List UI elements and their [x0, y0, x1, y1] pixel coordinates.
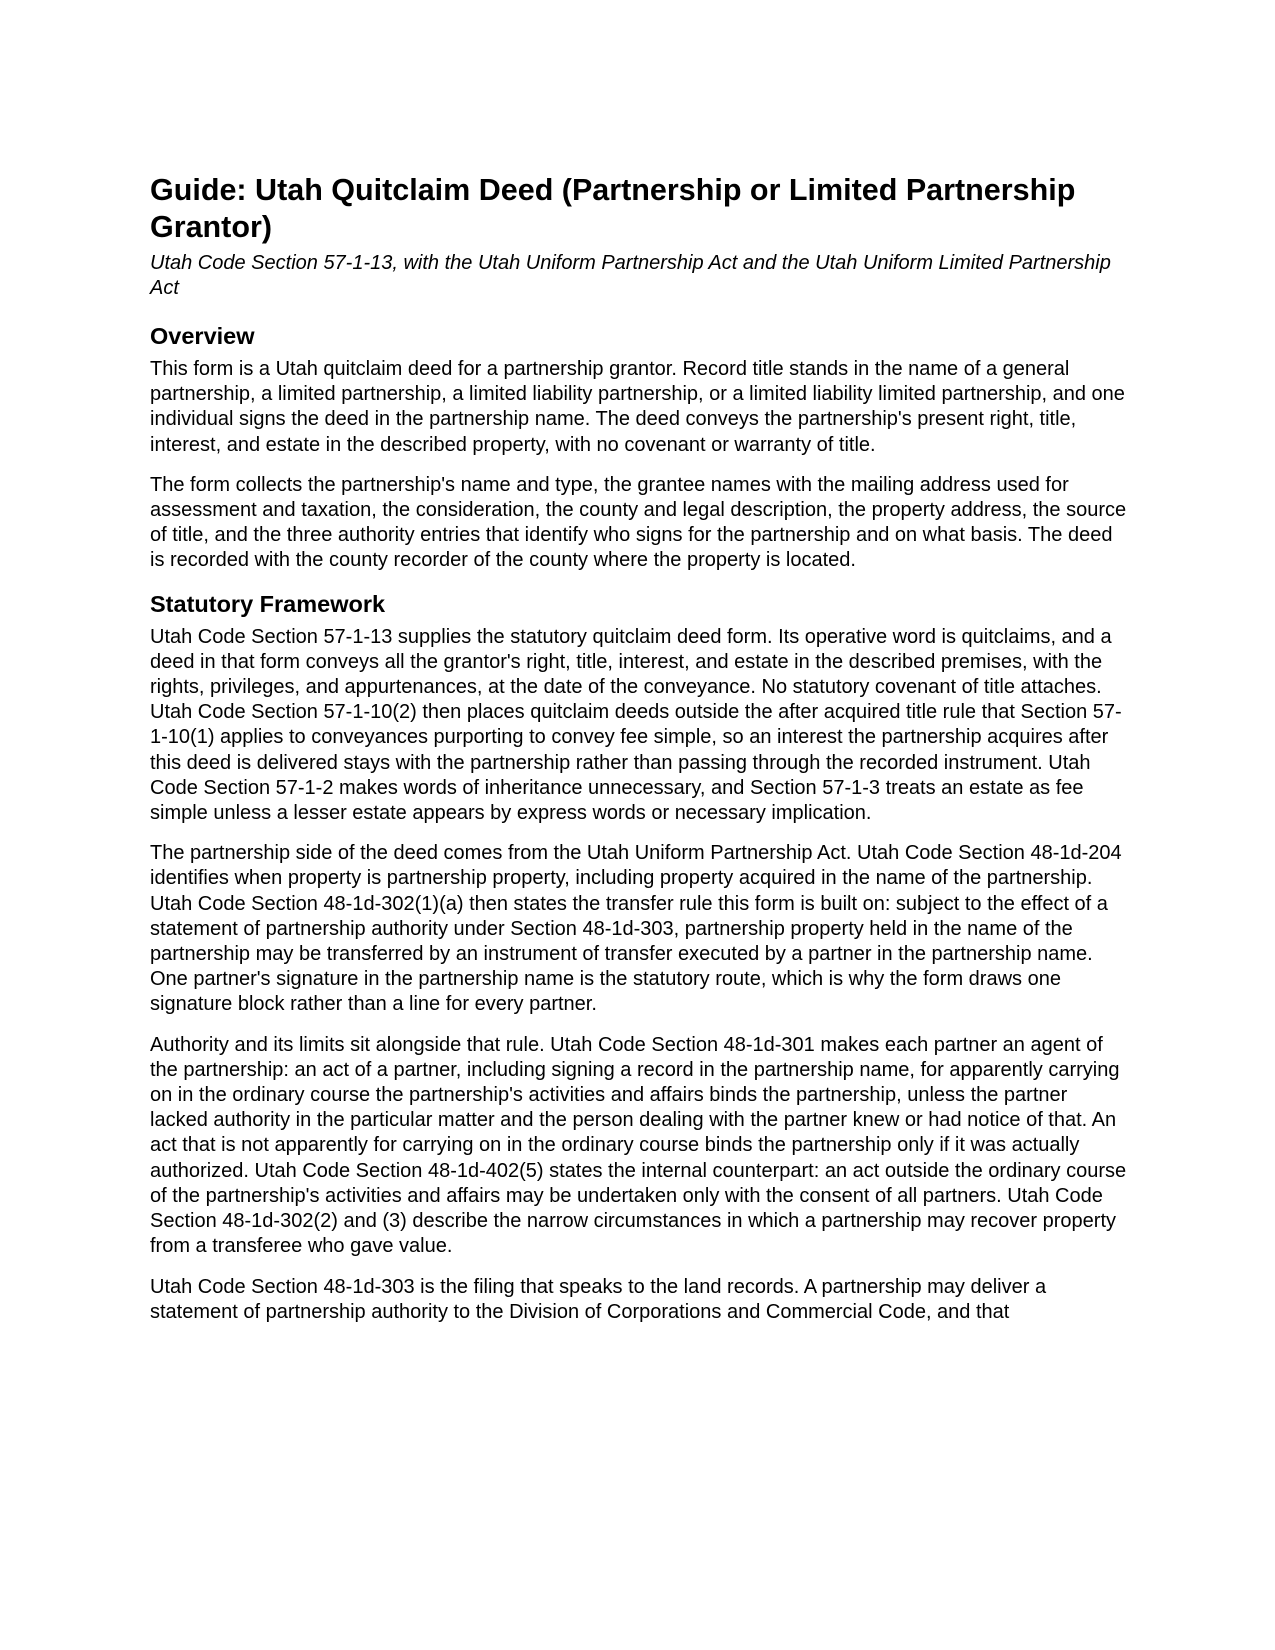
paragraph: Utah Code Section 48-1d-303 is the filing that speaks to the land records. A partnership may deliver a statement of partnership authority to the Division of Corporations and Commercial Code, and that [150, 1275, 1047, 1323]
section-overview [150, 321, 1130, 574]
document-page [150, 172, 1130, 1340]
paragraph: The partnership side of the deed comes from the Utah Uniform Partnership Act. Utah Code Section 48-1d-204 identifies when property is partnership property, including property acquired in the name of the partnership. Utah Code Section 48-1d-302(1)(a) then states the transfer rule this form is built on: subject to the effect of a statement of partnership authority under Section 48-1d-303, partnership property held in the name of the partnership may be transferred by an instrument of transfer executed by a partner in the partnership name. One partner's signature in the partnership name is the statutory route, which is why the form draws one signature block rather than a line for every partner. [150, 842, 1122, 1016]
paragraph: Utah Code Section 57-1-13 supplies the statutory quitclaim deed form. Its operative word is quitclaims, and a deed in that form conveys all the grantor's right, title, interest, and estate in the described premises, with the rights, privileges, and appurtenances, at the date of the conveyance. No statutory covenant of title attaches. Utah Code Section 57-1-10(2) then places quitclaim deeds outside the after acquired title rule that Section 57-1-10(1) applies to conveyances purporting to convey fee simple, so an interest the partnership acquires after this deed is delivered stays with the partnership rather than passing through the recorded instrument. Utah Code Section 57-1-2 makes words of inheritance unnecessary, and Section 57-1-3 treats an estate as fee simple unless a lesser estate appears by express words or necessary implication. [150, 625, 1122, 825]
paragraph: The form collects the partnership's name and type, the grantee names with the mailing address used for assessment and taxation, the consideration, the county and legal description, the property address, the source of title, and the three authority entries that identify who signs for the partnership and on what basis. The deed is recorded with the county recorder of the county where the property is located. [150, 473, 1127, 572]
section-heading: Statutory Framework [150, 590, 386, 617]
document-subtitle: Utah Code Section 57-1-13, with the Utah Uniform Partnership Act and the Utah Uniform Limited Partnership Act [150, 252, 1111, 299]
paragraph: Authority and its limits sit alongside that rule. Utah Code Section 48-1d-301 makes each partner an agent of the partnership: an act of a partner, including signing a record in the partnership name, for apparently carrying on in the ordinary course the partnership's activities and affairs binds the partnership, unless the partner lacked authority in the particular matter and the person dealing with the partner knew or had notice of that. An act that is not apparently for carrying on in the ordinary course binds the partnership only if it was actually authorized. Utah Code Section 48-1d-402(5) states the internal counterpart: an act outside the ordinary course of the partnership's activities and affairs may be undertaken only with the consent of all partners. Utah Code Section 48-1d-302(2) and (3) describe the narrow circumstances in which a partnership may recover property from a transferee who gave value. [150, 1033, 1127, 1258]
section-statutory-framework [150, 589, 1130, 1325]
document-title: Guide: Utah Quitclaim Deed (Partnership or Limited Partnership Grantor) [150, 173, 1076, 244]
paragraph: This form is a Utah quitclaim deed for a partnership grantor. Record title stands in the name of a general partnership, a limited partnership, a limited liability partnership, or a limited liability limited partnership, and one individual signs the deed in the partnership name. The deed conveys the partnership's present right, title, interest, and estate in the described property, with no covenant or warranty of title. [150, 358, 1125, 456]
section-heading: Overview [150, 323, 255, 349]
